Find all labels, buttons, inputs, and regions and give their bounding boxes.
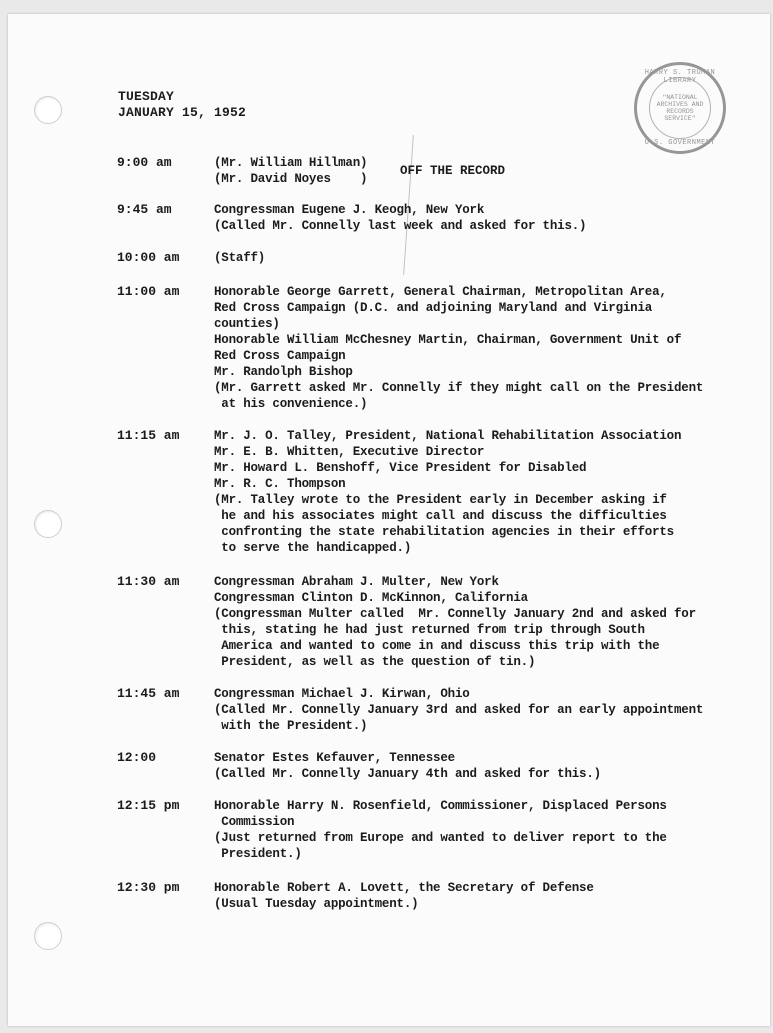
appointment-line: (Mr. Garrett asked Mr. Connelly if they might call on the President (214, 381, 704, 395)
appointment-time: 12:00 (117, 750, 157, 765)
appointment-line: Honorable Harry N. Rosenfield, Commissioner, Displaced Persons (214, 799, 667, 813)
appointment-line: confronting the state rehabilitation agencies in their efforts (214, 525, 674, 539)
appointment-details (214, 250, 762, 266)
appointment-line: (Mr. Talley wrote to the President early in December asking if (214, 493, 667, 507)
appointment-line: at his convenience.) (214, 397, 368, 411)
appointment-line: Mr. Howard L. Benshoff, Vice President for Disabled (214, 461, 587, 475)
stamp-line: "NATIONAL (662, 94, 698, 101)
stamp-line: SERVICE" (664, 115, 696, 122)
stamp-ring-bottom: U.S. GOVERNMENT (644, 139, 716, 147)
appointment-time: 11:30 am (117, 574, 180, 589)
punch-hole-top (34, 96, 62, 124)
archive-stamp (634, 62, 726, 154)
appointment-details (214, 880, 762, 912)
appointment-details (214, 750, 762, 782)
appointment-line: (Just returned from Europe and wanted to deliver report to the (214, 831, 667, 845)
header-date: JANUARY 15, 1952 (118, 105, 247, 120)
appointment-line: President.) (214, 847, 302, 861)
appointment-time: 11:00 am (117, 284, 180, 299)
appointment-time: 9:00 am (117, 155, 172, 170)
appointment-details (214, 686, 762, 734)
stamp-line: ARCHIVES AND (656, 101, 704, 108)
appointment-line: Honorable Robert A. Lovett, the Secretary of Defense (214, 881, 594, 895)
appointment-line: to serve the handicapped.) (214, 541, 412, 555)
off-the-record-note: OFF THE RECORD (400, 164, 506, 178)
appointment-line: he and his associates might call and discuss the difficulties (214, 509, 667, 523)
appointment-line: (Mr. David Noyes ) (214, 172, 368, 186)
appointment-line: Red Cross Campaign (214, 349, 346, 363)
appointment-line: (Called Mr. Connelly January 3rd and asked for an early appointment (214, 703, 704, 717)
header-day: TUESDAY (118, 89, 175, 104)
appointment-line: Honorable William McChesney Martin, Chairman, Government Unit of (214, 333, 682, 347)
appointment-line: Senator Estes Kefauver, Tennessee (214, 751, 455, 765)
appointment-line: counties) (214, 317, 280, 331)
appointment-line: Mr. R. C. Thompson (214, 477, 346, 491)
punch-hole-middle (34, 510, 62, 538)
appointment-line: Commission (214, 815, 295, 829)
appointment-line: Congressman Michael J. Kirwan, Ohio (214, 687, 470, 701)
appointment-line: (Congressman Multer called Mr. Connelly January 2nd and asked for (214, 607, 696, 621)
appointment-time: 9:45 am (117, 202, 172, 217)
appointment-time: 12:30 pm (117, 880, 180, 895)
appointment-line: (Mr. William Hillman) (214, 156, 368, 170)
appointment-line: (Usual Tuesday appointment.) (214, 897, 419, 911)
appointment-time: 10:00 am (117, 250, 180, 265)
appointment-time: 11:45 am (117, 686, 180, 701)
appointment-details (214, 284, 762, 412)
stamp-center (649, 77, 711, 139)
appointment-line: (Staff) (214, 251, 266, 265)
appointment-line: Mr. Randolph Bishop (214, 365, 353, 379)
appointment-line: Red Cross Campaign (D.C. and adjoining Maryland and Virginia (214, 301, 653, 315)
appointment-line: President, as well as the question of tin.) (214, 655, 536, 669)
appointment-line: with the President.) (214, 719, 368, 733)
appointment-line: (Called Mr. Connelly last week and asked for this.) (214, 219, 587, 233)
appointment-line: this, stating he had just returned from trip through South (214, 623, 645, 637)
appointment-line: Congressman Eugene J. Keogh, New York (214, 203, 485, 217)
appointment-time: 12:15 pm (117, 798, 180, 813)
appointment-line: Honorable George Garrett, General Chairman, Metropolitan Area, (214, 285, 667, 299)
appointment-line: (Called Mr. Connelly January 4th and asked for this.) (214, 767, 601, 781)
appointment-details (214, 798, 762, 862)
punch-hole-bottom (34, 922, 62, 950)
appointment-details (214, 574, 762, 670)
appointment-details (214, 428, 762, 556)
appointment-line: America and wanted to come in and discuss this trip with the (214, 639, 660, 653)
appointment-line: Mr. J. O. Talley, President, National Rehabilitation Association (214, 429, 682, 443)
stamp-line: RECORDS (666, 108, 694, 115)
appointment-line: Mr. E. B. Whitten, Executive Director (214, 445, 485, 459)
appointment-line: Congressman Abraham J. Multer, New York (214, 575, 499, 589)
appointment-time: 11:15 am (117, 428, 180, 443)
stamp-ring-top: HARRY S. TRUMAN LIBRARY (644, 69, 716, 85)
appointment-line: Congressman Clinton D. McKinnon, California (214, 591, 528, 605)
appointment-details (214, 202, 762, 234)
